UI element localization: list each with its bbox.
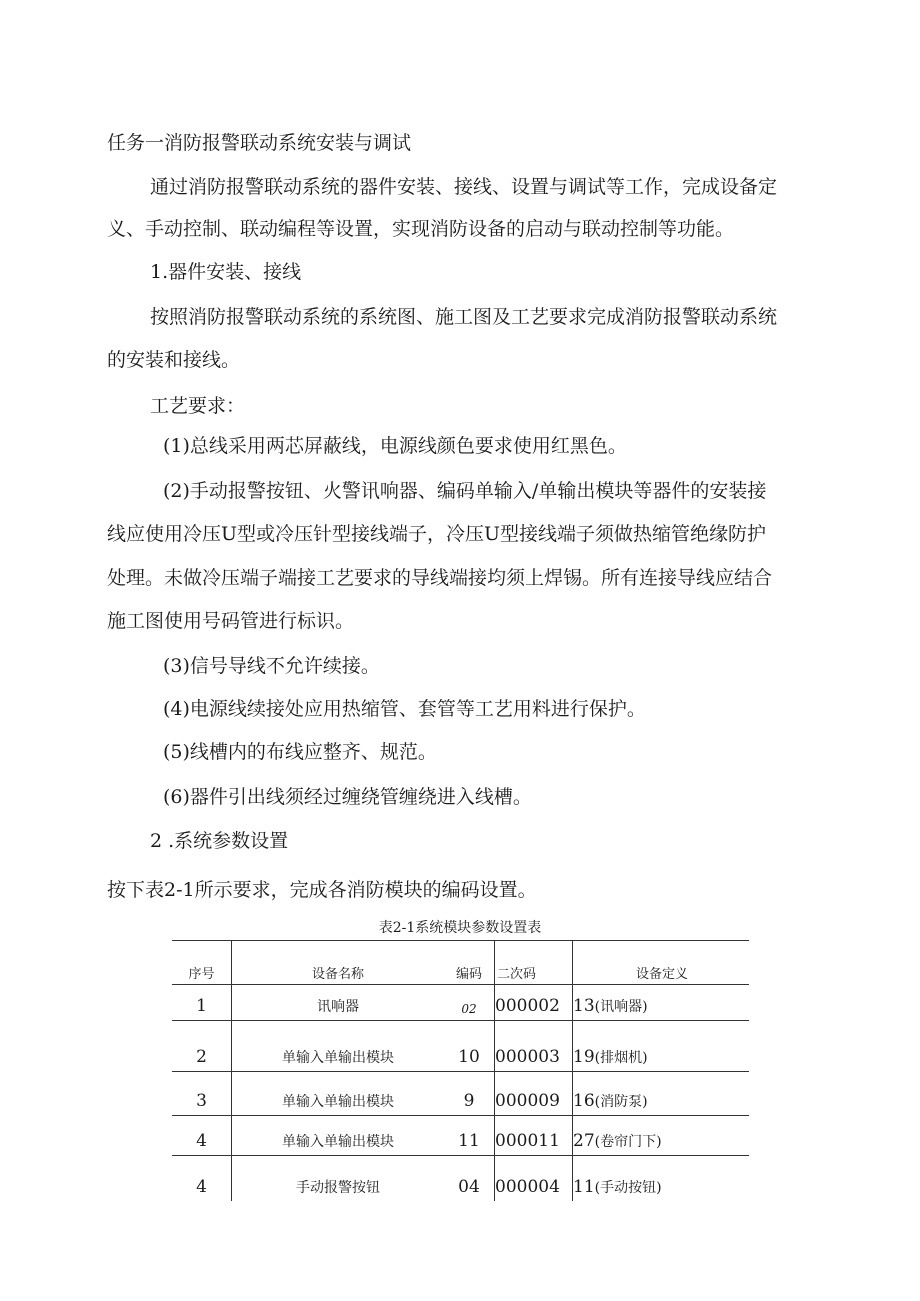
requirement-item-line: 处理。未做冷压端子端接工艺要求的导线端接均须上焊锡。所有连接导线应结合 [107, 567, 773, 589]
cell-secondary-code: 000003 [495, 1021, 573, 1072]
requirement-item: (3)信号导线不允许续接。 [163, 655, 380, 677]
definition-number: 11 [573, 1176, 595, 1197]
cell-seq: 4 [196, 1176, 207, 1197]
requirement-item: (4)电源线续接处应用热缩管、套管等工艺用料进行保护。 [163, 698, 646, 720]
cell-code: 02 [444, 985, 495, 1021]
definition-number: 13 [573, 996, 595, 1016]
intro-paragraph-line: 义、手动控制、联动编程等设置，实现消防设备的启动与联动控制等功能。 [107, 218, 735, 240]
cell-device-name: 单输入单输出模块 [232, 1072, 445, 1116]
cell-seq: 4 [172, 1116, 232, 1156]
cell-seq: 2 [172, 1021, 232, 1072]
process-heading: 工艺要求： [150, 395, 246, 417]
header-device-name: 设备名称 [232, 941, 445, 985]
table-row [172, 1072, 749, 1116]
requirement-item-line: 线应使用冷压U型或冷压针型接线端子，冷压U型接线端子须做热缩管绝缘防护 [107, 523, 767, 545]
cell-code: 10 [444, 1021, 495, 1072]
definition-text: (手动按钮) [594, 1179, 662, 1196]
requirement-item: (1)总线采用两芯屏蔽线，电源线颜色要求使用红黑色。 [163, 435, 627, 457]
cell-device-definition [573, 985, 750, 1021]
cell-seq: 1 [172, 985, 232, 1021]
cell-device-definition [573, 1116, 750, 1156]
header-device-definition: 设备定义 [573, 941, 750, 985]
requirement-item: (2)手动报警按钮、火警讯响器、编码单输入/单输出模块等器件的安装接 [163, 480, 767, 502]
requirement-item-line: 施工图使用号码管进行标识。 [107, 610, 355, 632]
definition-text: (讯响器) [594, 999, 648, 1015]
cell-secondary-code: 000009 [495, 1072, 573, 1116]
requirement-item: (5)线槽内的布线应整齐、规范。 [163, 741, 437, 763]
cell-device-definition [573, 1021, 750, 1072]
table-header-row [172, 941, 749, 985]
table-caption: 表2-1系统模块参数设置表 [378, 920, 542, 936]
cell-secondary-code: 000011 [495, 1116, 573, 1156]
cell-code: 11 [444, 1116, 495, 1156]
intro-paragraph-line: 通过消防报警联动系统的器件安装、接线、设置与调试等工作，完成设备定 [150, 176, 778, 198]
definition-number: 19 [573, 1047, 595, 1067]
cell-seq: 3 [172, 1072, 232, 1116]
table-row [172, 1021, 749, 1072]
table-row [172, 985, 749, 1021]
step2-paragraph-line: 按下表2-1所示要求，完成各消防模块的编码设置。 [107, 879, 537, 901]
requirement-item: (6)器件引出线须经过缠绕管缠绕进入线槽。 [163, 786, 532, 808]
step2-heading: 2 .系统参数设置 [150, 830, 289, 852]
section-title: 任务一消防报警联动系统安装与调试 [107, 132, 412, 154]
definition-number: 27 [573, 1131, 595, 1151]
step1-paragraph-line: 按照消防报警联动系统的系统图、施工图及工艺要求完成消防报警联动系统 [150, 306, 778, 328]
definition-text: (排烟机) [594, 1050, 648, 1066]
table-row [172, 1156, 749, 1201]
step1-paragraph-line: 的安装和接线。 [107, 349, 241, 371]
cell-device-name: 单输入单输出模块 [232, 1021, 445, 1072]
cell-device-definition [573, 1156, 750, 1201]
step1-heading: 1.器件安装、接线 [150, 261, 302, 283]
table-row [172, 1116, 749, 1156]
cell-secondary-code: 000004 [495, 1156, 573, 1201]
cell-secondary-code: 000002 [495, 985, 573, 1021]
cell-device-definition [573, 1072, 750, 1116]
cell-device-name: 讯响器 [232, 985, 445, 1021]
header-secondary-code: 二次码 [495, 941, 573, 985]
definition-text: (卷帘门下) [594, 1134, 662, 1150]
module-parameter-table [172, 940, 749, 1201]
cell-code: 9 [444, 1072, 495, 1116]
definition-number: 16 [573, 1091, 595, 1111]
cell-code: 04 [458, 1176, 480, 1197]
header-code: 编码 [444, 941, 495, 985]
cell-device-name: 手动报警按钮 [232, 1156, 445, 1201]
header-seq: 序号 [172, 941, 232, 985]
definition-text: (消防泵) [594, 1094, 648, 1110]
cell-device-name: 单输入单输出模块 [232, 1116, 445, 1156]
